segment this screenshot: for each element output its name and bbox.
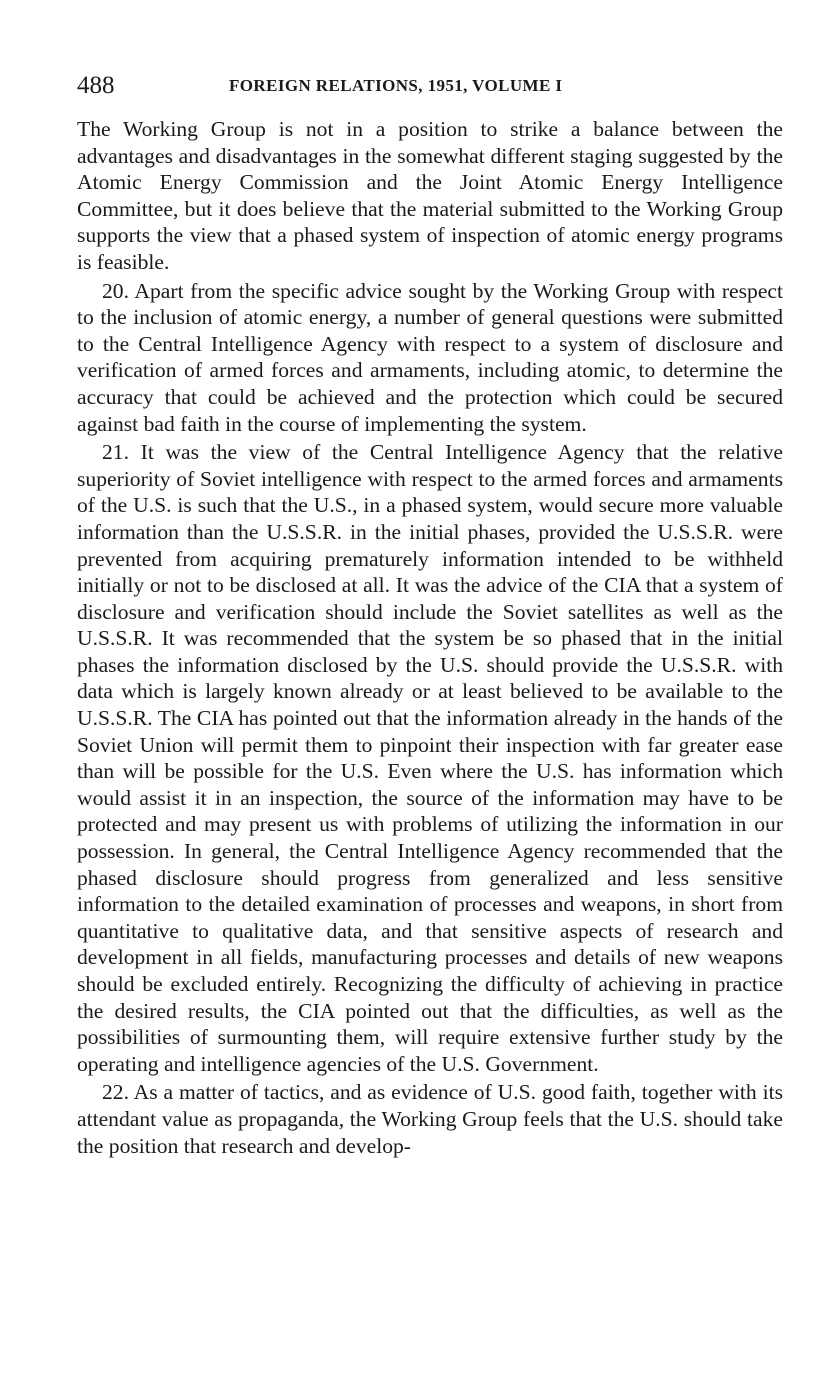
running-head: FOREIGN RELATIONS, 1951, VOLUME I [229, 76, 563, 95]
paragraph-20: 20. Apart from the specific advice sought by the Working Group with respect to the inclusion of atomic energy, a number of general questions were submitted to the Central Intelligence Agency with respect to a system of disclosure and verification of armed forces and armaments, including atomic, to determine the accuracy that could be achieved and the protection which could be secured against bad faith in the course of implementing the system. [77, 278, 783, 436]
page-number: 488 [77, 72, 115, 99]
paragraph-22: 22. As a matter of tactics, and as evidence of U.S. good faith, together with its attendant value as propaganda, the Working Group feels that the U.S. should take the position that research and develop- [77, 1080, 783, 1158]
paragraph-continuation: The Working Group is not in a position to strike a balance between the advantages and disadvantages in the somewhat different staging suggested by the Atomic Energy Commission and the Joint Atomic Energy Intelligence Committee, but it does believe that the material submitted to the Working Group supports the view that a phased system of inspection of atomic energy programs is feasible. [77, 117, 783, 274]
page-header [77, 66, 783, 106]
paragraph-21: 21. It was the view of the Central Intelligence Agency that the relative superiority of Soviet intelligence with respect to the armed forces and armaments of the U.S. is such that the U.S., in a phased system, would secure more valuable information than the U.S.S.R. in the initial phases, provided the U.S.S.R. were prevented from acquiring prematurely information intended to be withheld initially or not to be disclosed at all. It was the advice of the CIA that a system of disclosure and verification should include the Soviet satellites as well as the U.S.S.R. It was recommended that the system be so phased that in the initial phases the information disclosed by the U.S. should provide the U.S.S.R. with data which is largely known already or at least believed to be available to the U.S.S.R. The CIA has pointed out that the information already in the hands of the Soviet Union will permit them to pinpoint their inspection with far greater ease than will be possible for the U.S. Even where the U.S. has information which would assist it in an inspection, the source of the information may have to be protected and may present us with problems of utilizing the information in our possession. In general, the Central Intelligence Agency recommended that the phased disclosure should progress from generalized and less sensitive information to the detailed examination of processes and weapons, in short from quantitative to qualitative data, and that sensitive aspects of research and development in all fields, manufacturing processes and details of new weapons should be excluded entirely. Recognizing the difficulty of achieving in practice the desired results, the CIA pointed out that the difficulties, as well as the possibilities of surmounting them, will require extensive further study by the operating and intelligence agencies of the U.S. Government. [77, 440, 783, 1076]
body-text [77, 116, 783, 1161]
